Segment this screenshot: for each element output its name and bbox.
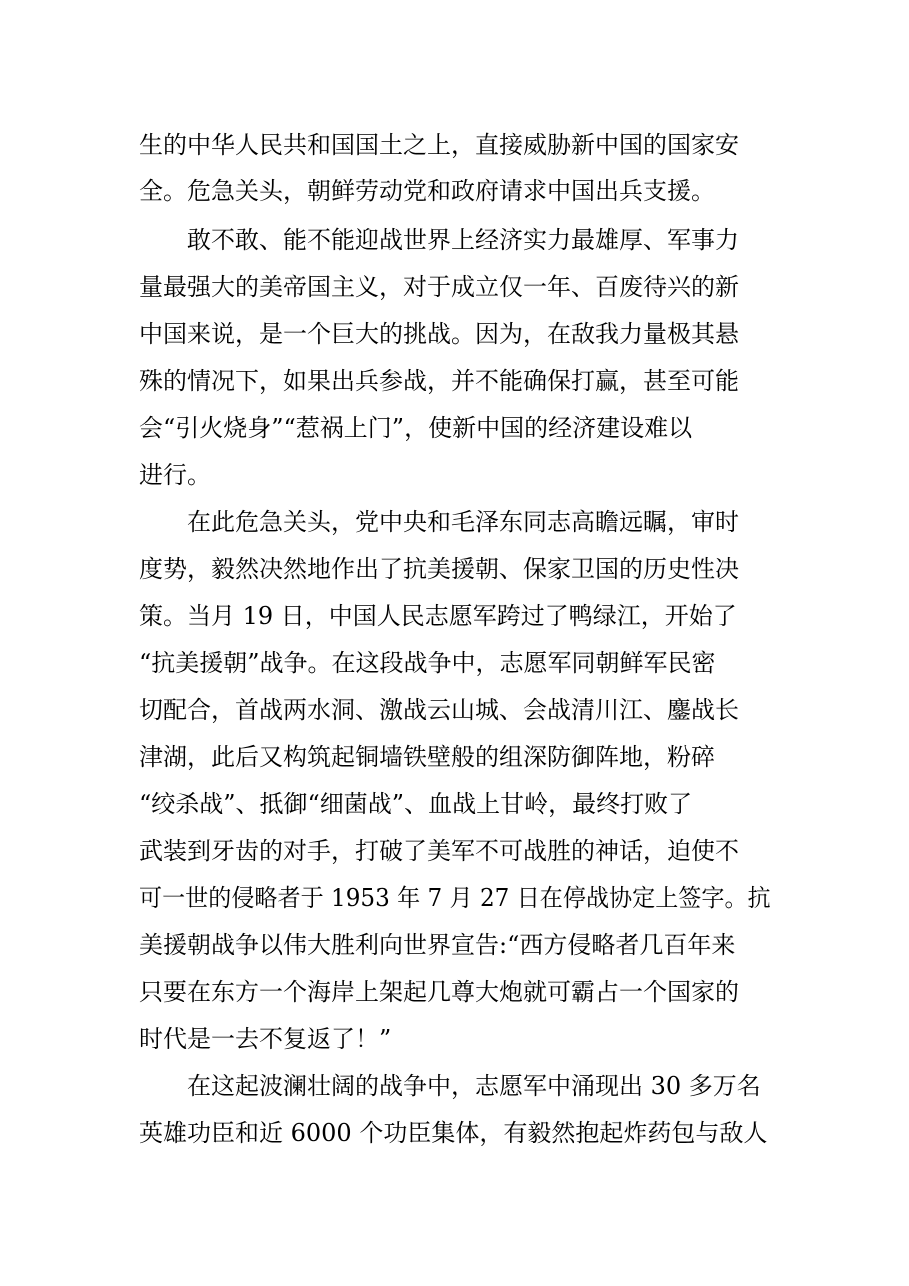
text-line: 中国来说，是一个巨大的挑战。因为，在敌我力量极其悬 [139, 320, 739, 348]
text-line: 会“引火烧身”“惹祸上门”，使新中国的经济建设难以 [139, 414, 693, 442]
text-line: 全。危急关头，朝鲜劳动党和政府请求中国出兵支援。 [139, 177, 715, 205]
text-line: 量最强大的美帝国主义，对于成立仅一年、百废待兴的新 [139, 273, 739, 301]
text-line: 度势，毅然决然地作出了抗美援朝、保家卫国的历史性决 [139, 555, 739, 583]
text-line: 时代是一去不复返了！” [139, 1025, 392, 1053]
text-line: 进行。 [139, 461, 211, 489]
text-line: 可一世的侵略者于 1953 年 7 月 27 日在停战协定上签字。抗 [139, 884, 771, 912]
paragraph-first-line: 在此危急关头，党中央和毛泽东同志高瞻远瞩，审时 [187, 508, 739, 536]
text-line: 策。当月 19 日，中国人民志愿军跨过了鸭绿江，开始了 [139, 602, 737, 630]
text-line: 切配合，首战两水洞、激战云山城、会战清川江、鏖战长 [139, 696, 739, 724]
paragraph-first-line: 在这起波澜壮阔的战争中，志愿军中涌现出 30 多万名 [187, 1072, 761, 1100]
text-line: 殊的情况下，如果出兵参战，并不能确保打赢，甚至可能 [139, 367, 739, 395]
text-line: 只要在东方一个海岸上架起几尊大炮就可霸占一个国家的 [139, 978, 739, 1006]
text-line: 英雄功臣和近 6000 个功臣集体，有毅然抱起炸药包与敌人 [139, 1119, 768, 1147]
paragraph-first-line: 敢不敢、能不能迎战世界上经济实力最雄厚、军事力 [187, 226, 739, 254]
text-line: 美援朝战争以伟大胜利向世界宣告:“西方侵略者几百年来 [139, 931, 736, 959]
text-line: 津湖，此后又构筑起铜墙铁壁般的组深防御阵地，粉碎 [139, 743, 715, 771]
text-line: 武装到牙齿的对手，打破了美军不可战胜的神话，迫使不 [139, 837, 739, 865]
text-line: 生的中华人民共和国国土之上，直接威胁新中国的国家安 [139, 131, 739, 159]
text-line: “绞杀战”、抵御“细菌战”、血战上甘岭，最终打败了 [139, 790, 693, 818]
text-line: “抗美援朝”战争。在这段战争中，志愿军同朝鲜军民密 [139, 649, 716, 677]
